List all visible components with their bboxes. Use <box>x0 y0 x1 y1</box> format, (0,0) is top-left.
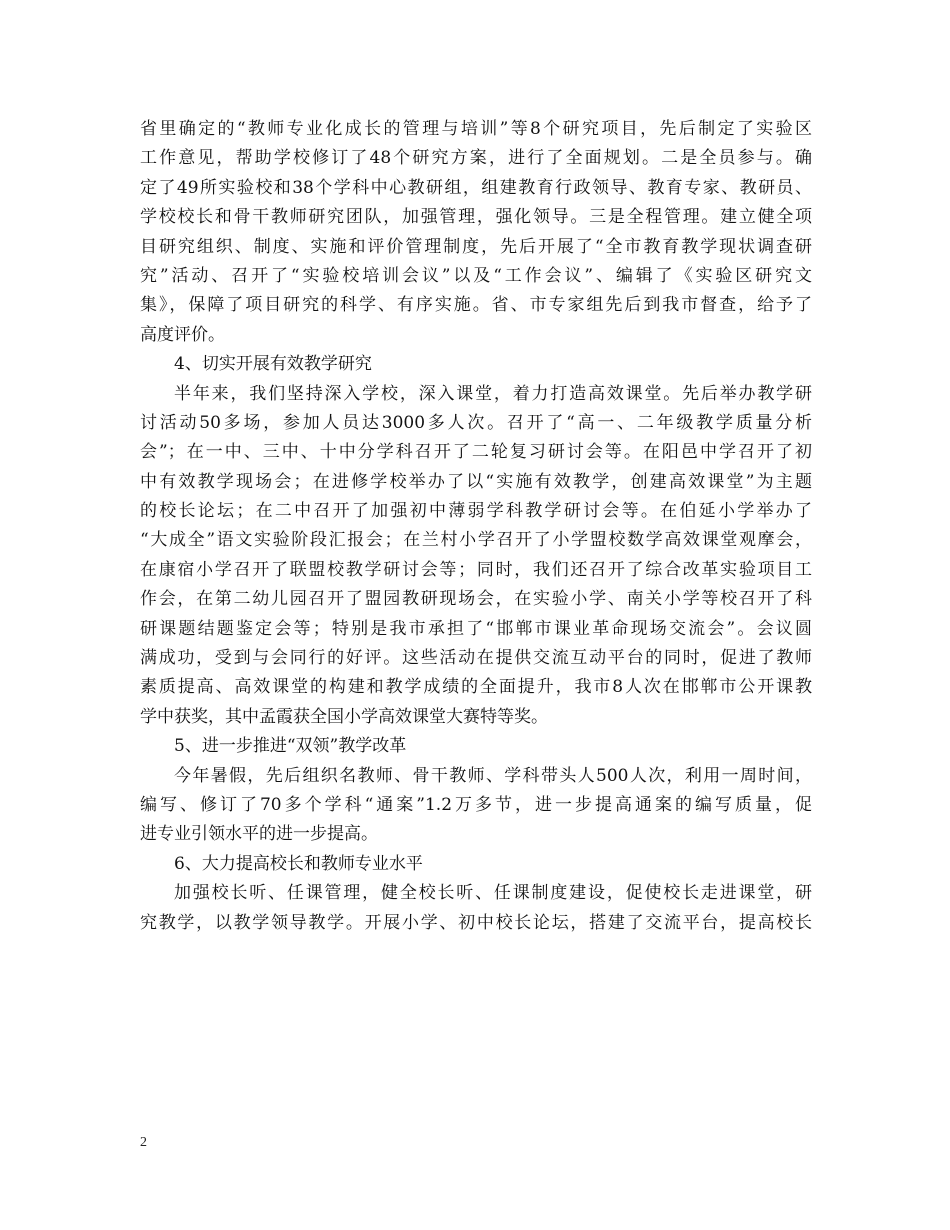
text-line: 编写、修订了70多个学科“通案”1.2万多节，进一步提高通案的编写质量，促 <box>140 794 812 815</box>
text-line: 研课题结题鉴定会等；特别是我市承担了“邯郸市课业革命现场交流会”。会议圆 <box>140 618 812 639</box>
text-line: 中有效教学现场会；在进修学校举办了以“实施有效教学，创建高效课堂”为主题 <box>140 471 812 492</box>
text-line: 究”活动、召开了“实验校培训会议”以及“工作会议”、编辑了《实验区研究文 <box>140 265 812 286</box>
paragraph <box>140 350 812 379</box>
text-line: 究教学，以教学领导教学。开展小学、初中校长论坛，搭建了交流平台，提高校长 <box>140 912 812 933</box>
text-line: 半年来，我们坚持深入学校，深入课堂，着力打造高效课堂。先后举办教学研 <box>174 383 812 404</box>
text-line: 高度评价。 <box>140 324 225 345</box>
text-line: 学校校长和骨干教师研究团队，加强管理，强化领导。三是全程管理。建立健全项 <box>140 207 812 228</box>
text-line: 加强校长听、任课管理，健全校长听、任课制度建设，促使校长走进课堂，研 <box>174 883 812 904</box>
text-line: 满成功，受到与会同行的好评。这些活动在提供交流互动平台的同时，促进了教师 <box>140 648 812 669</box>
paragraph <box>140 732 812 761</box>
paragraph <box>140 879 812 938</box>
text-line: 集》，保障了项目研究的科学、有序实施。省、市专家组先后到我市督查，给予了 <box>140 295 812 316</box>
text-line: 6、大力提高校长和教师专业水平 <box>174 853 423 874</box>
text-line: 今年暑假，先后组织名教师、骨干教师、学科带头人500人次，利用一周时间， <box>174 765 812 786</box>
text-line: 在康宿小学召开了联盟校教学研讨会等；同时，我们还召开了综合改革实验项目工 <box>140 559 812 580</box>
paragraph <box>140 850 812 879</box>
text-line: 5、进一步推进“双领”教学改革 <box>174 736 407 757</box>
paragraph <box>140 115 812 350</box>
page-number: 2 <box>140 1135 147 1150</box>
text-line: 的校长论坛；在二中召开了加强初中薄弱学科教学研讨会等。在伯延小学举办了 <box>140 501 812 522</box>
text-line: 会”；在一中、三中、十中分学科召开了二轮复习研讨会等。在阳邑中学召开了初 <box>140 442 812 463</box>
text-line: 省里确定的“教师专业化成长的管理与培训”等8个研究项目，先后制定了实验区 <box>140 119 812 139</box>
text-line: 定了49所实验校和38个学科中心教研组，组建教育行政领导、教育专家、教研员、 <box>140 177 812 198</box>
text-line: 目研究组织、制度、实施和评价管理制度，先后开展了“全市教育教学现状调查研 <box>140 236 812 257</box>
text-line: 学中获奖，其中孟霞获全国小学高效课堂大赛特等奖。 <box>140 706 548 727</box>
text-line: 4、切实开展有效教学研究 <box>174 354 372 375</box>
paragraph <box>140 380 812 733</box>
body-text <box>140 115 812 938</box>
text-line: 素质提高、高效课堂的构建和教学成绩的全面提升，我市8人次在邯郸市公开课教 <box>140 677 812 698</box>
text-line: 作会，在第二幼儿园召开了盟园教研现场会，在实验小学、南关小学等校召开了科 <box>140 589 812 610</box>
text-line: 工作意见，帮助学校修订了48个研究方案，进行了全面规划。二是全员参与。确 <box>140 148 812 169</box>
text-line: 讨活动50多场，参加人员达3000多人次。召开了“高一、二年级教学质量分析 <box>140 412 812 433</box>
text-line: “大成全”语文实验阶段汇报会；在兰村小学召开了小学盟校数学高效课堂观摩会， <box>140 530 812 551</box>
text-line: 进专业引领水平的进一步提高。 <box>140 824 378 845</box>
paragraph <box>140 762 812 850</box>
